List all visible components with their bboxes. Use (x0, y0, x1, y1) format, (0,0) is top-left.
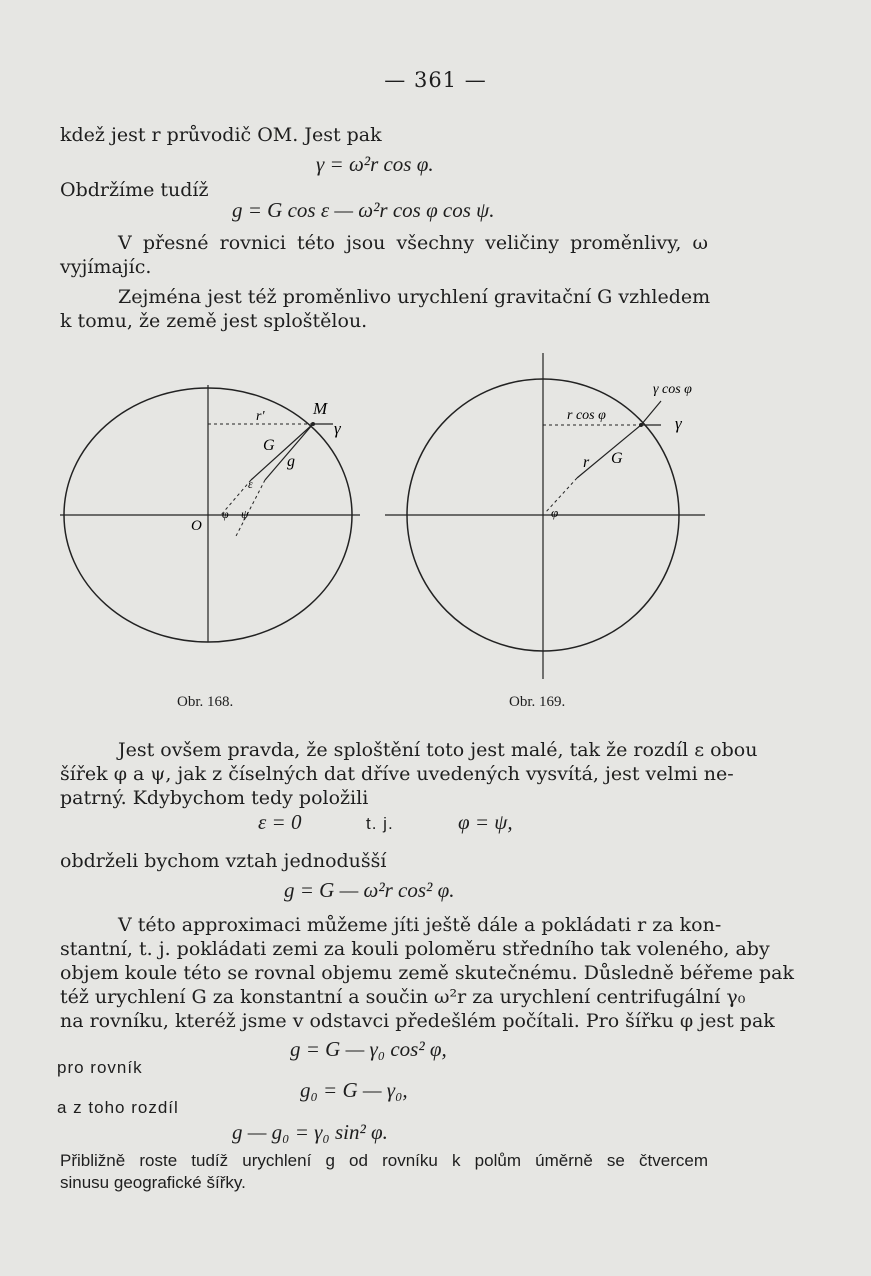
point-M (639, 423, 643, 427)
point-M (311, 422, 315, 426)
text-line: šířek φ a ψ, jak z číselných dat dříve uvedených vysvítá, jest velmi ne- (60, 763, 734, 785)
caption-169: Obr. 169. (509, 694, 566, 710)
vector-gamma-cos (641, 401, 661, 425)
label-r: r (583, 454, 590, 471)
label-rozdil: a z toho rozdíl (57, 1098, 179, 1117)
label-r-prime: r' (256, 409, 265, 424)
equation-phi-psi: φ = ψ, (458, 810, 513, 834)
text-line: kdež jest r průvodič OM. Jest pak (60, 124, 382, 146)
figure-168 (55, 380, 375, 670)
label-gamma: γ (334, 419, 341, 438)
text-line: Obdržíme tudíž (60, 179, 209, 201)
equation-g: g = G cos ε — ω²r cos φ cos ψ. (232, 198, 495, 222)
caption-168: Obr. 168. (177, 694, 234, 710)
equation-difference: g — g₀ = γ₀ sin² φ. (232, 1120, 388, 1144)
dashed-normal (545, 478, 577, 513)
label-M: M (313, 399, 328, 418)
label-phi: φ (551, 505, 559, 520)
equation-simple: g = G — ω²r cos² φ. (284, 878, 455, 902)
label-phi: φ (222, 507, 229, 521)
text-line: Přibližně roste tudíž urychlení g od rovníku k polům úměrně se čtvercem (60, 1151, 708, 1170)
label-rcosphi: r cos φ (567, 408, 606, 423)
text-line: na rovníku, kteréž jsme v odstavci předešlém počítali. Pro šířku φ jest pak (60, 1010, 775, 1032)
label-psi: ψ (241, 507, 249, 521)
text-line: objem koule této se rovnal objemu země skutečnému. Důsledně béřeme pak (60, 962, 794, 984)
label-gamma-cos-phi: γ cos φ (653, 382, 692, 397)
text-line: k tomu, že země jest sploštělou. (60, 310, 368, 332)
text-line: stantní, t. j. pokládati zemi za kouli poloměru středního tak voleného, aby (60, 938, 770, 960)
text-line: obdrželi bychom vztah jednodušší (60, 850, 387, 872)
text-line: vyjímajíc. (60, 256, 152, 278)
label-G: G (263, 437, 275, 454)
label-rovnik: pro rovník (57, 1058, 143, 1077)
label-gamma: γ (675, 414, 682, 433)
label-g: g (287, 453, 295, 470)
label-eps: ε (248, 477, 253, 491)
vector-G (251, 424, 313, 480)
text-line: sinusu geografické šířky. (60, 1173, 246, 1192)
figure-169 (385, 345, 720, 685)
text-line: V přesné rovnici této jsou všechny veličiny proměnlivy, ω (118, 232, 708, 254)
equation-eps-zero: ε = 0 (258, 810, 302, 834)
text-line: Jest ovšem pravda, že sploštění toto jest malé, tak že rozdíl ε obou (118, 739, 758, 761)
text-line: Zejména jest též proměnlivo urychlení gravitační G vzhledem (118, 286, 711, 308)
label-G: G (611, 450, 623, 467)
text-line: V této approximaci můžeme jíti ještě dále a pokládati r za kon- (118, 914, 722, 936)
equation-equator: g₀ = G — γ₀, (300, 1078, 408, 1102)
text-line: též urychlení G za konstantní a součin ω²r za urychlení centrifugální γ₀ (60, 986, 746, 1008)
page-number: — 361 — (384, 68, 487, 92)
equation-gamma: γ = ω²r cos φ. (316, 152, 434, 176)
text-tj: t. j. (366, 814, 394, 833)
text-line: patrný. Kdybychom tedy položili (60, 787, 369, 809)
equation-general: g = G — γ₀ cos² φ, (290, 1037, 447, 1061)
label-O: O (191, 518, 202, 534)
